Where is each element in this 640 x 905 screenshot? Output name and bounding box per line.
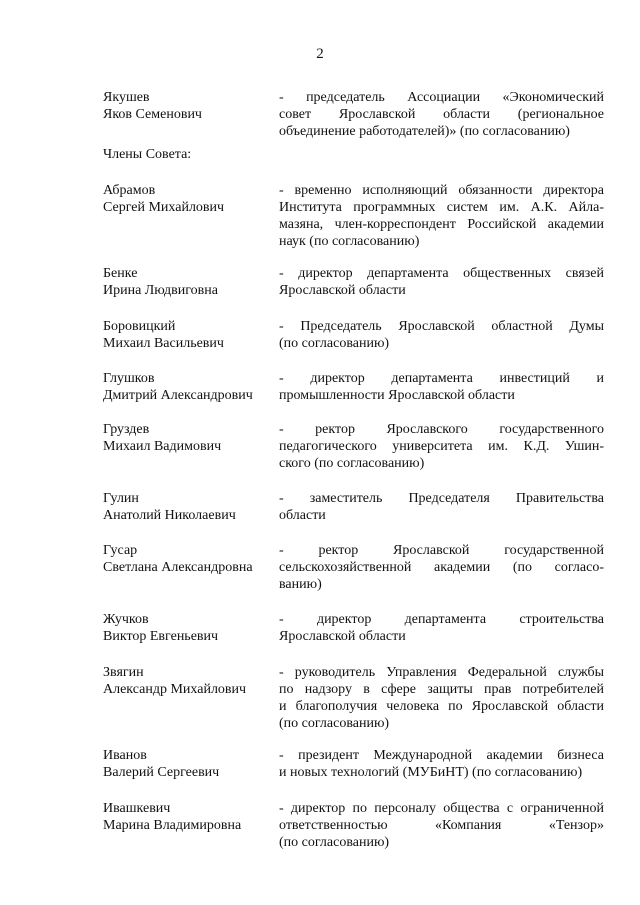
position-line: - директор департамента общественных связей (279, 266, 604, 281)
position-line: - президент Международной академии бизнеса (279, 748, 604, 763)
member-given-names: Александр Михайлович (103, 682, 247, 697)
position-line: - временно исполняющий обязанности директора (279, 183, 604, 198)
position-line: - директор департамента строительства (279, 612, 604, 627)
position-line: промышленности Ярославской области (279, 388, 515, 403)
member-position (279, 89, 604, 140)
position-line: (по согласованию) (279, 716, 390, 731)
member-position (279, 421, 604, 472)
member-position (279, 318, 604, 352)
member-surname: Груздев (103, 422, 150, 437)
member-given-names: Яков Семенович (103, 107, 202, 122)
member-surname: Звягин (103, 665, 144, 680)
position-line: мазяна, член-корреспондент Российской академии (279, 217, 604, 232)
member-given-names: Марина Владимировна (103, 818, 242, 833)
position-line: ского (по согласованию) (279, 456, 425, 471)
member-given-names: Анатолий Николаевич (103, 508, 236, 523)
position-line: объединение работодателей)» (по согласованию) (279, 124, 570, 139)
position-line: - директор департамента инвестиций и (279, 371, 604, 386)
member-position (279, 370, 604, 404)
position-line: ванию) (279, 577, 322, 592)
member-position (279, 490, 604, 524)
member-position (279, 542, 604, 593)
position-line: - председатель Ассоциации «Экономический (279, 90, 604, 105)
member-given-names: Светлана Александровна (103, 560, 253, 575)
member-name (103, 490, 278, 524)
member-name (103, 318, 278, 352)
member-given-names: Валерий Сергеевич (103, 765, 220, 780)
position-line: - ректор Ярославской государственной (279, 543, 604, 558)
member-position (279, 265, 604, 299)
position-line: Ярославской области (279, 629, 406, 644)
position-line: (по согласованию) (279, 336, 390, 351)
member-given-names: Ирина Людвиговна (103, 283, 218, 298)
position-line: Ярославской области (279, 283, 406, 298)
member-surname: Гулин (103, 491, 139, 506)
position-line: - заместитель Председателя Правительства (279, 491, 604, 506)
member-position (279, 664, 604, 732)
member-name (103, 421, 278, 455)
position-line: сельскохозяйственной академии (по согласо- (279, 560, 604, 575)
member-name (103, 370, 278, 404)
member-given-names: Михаил Васильевич (103, 336, 224, 351)
position-line: ответственностью «Компания «Тензор» (279, 818, 604, 833)
member-surname: Глушков (103, 371, 155, 386)
member-surname: Иванов (103, 748, 147, 763)
position-line: совет Ярославской области (региональное (279, 107, 604, 122)
member-name (103, 265, 278, 299)
section-members-label: Члены Совета: (103, 147, 192, 162)
member-name (103, 89, 278, 123)
member-surname: Жучков (103, 612, 149, 627)
member-name (103, 747, 278, 781)
position-line: Института программных систем им. А.К. Айла- (279, 200, 604, 215)
position-line: - ректор Ярославского государственного (279, 422, 604, 437)
position-line: наук (по согласованию) (279, 234, 420, 249)
member-name (103, 542, 278, 576)
member-name (103, 182, 278, 216)
member-name (103, 800, 278, 834)
position-line: и новых технологий (МУБиНТ) (по согласованию) (279, 765, 583, 780)
position-line: (по согласованию) (279, 835, 390, 850)
position-line: области (279, 508, 326, 523)
member-surname: Ивашкевич (103, 801, 171, 816)
position-line: - руководитель Управления Федеральной службы (279, 665, 604, 680)
member-surname: Якушев (103, 90, 150, 105)
member-surname: Боровицкий (103, 319, 176, 334)
position-line: - Председатель Ярославской областной Думы (279, 319, 604, 334)
member-name (103, 611, 278, 645)
member-name (103, 664, 278, 698)
position-line: педагогического университета им. К.Д. Ушин- (279, 439, 604, 454)
member-surname: Гусар (103, 543, 138, 558)
member-surname: Бенке (103, 266, 138, 281)
member-position (279, 182, 604, 250)
member-position (279, 611, 604, 645)
member-given-names: Дмитрий Александрович (103, 388, 253, 403)
member-position (279, 747, 604, 781)
position-line: - директор по персоналу общества с ограниченной (279, 801, 604, 816)
member-position (279, 800, 604, 851)
member-given-names: Михаил Вадимович (103, 439, 222, 454)
member-given-names: Сергей Михайлович (103, 200, 225, 215)
page-number: 2 (316, 46, 324, 62)
position-line: по надзору в сфере защиты прав потребителей (279, 682, 604, 697)
member-given-names: Виктор Евгеньевич (103, 629, 219, 644)
member-surname: Абрамов (103, 183, 156, 198)
position-line: и благополучия человека по Ярославской области (279, 699, 604, 714)
